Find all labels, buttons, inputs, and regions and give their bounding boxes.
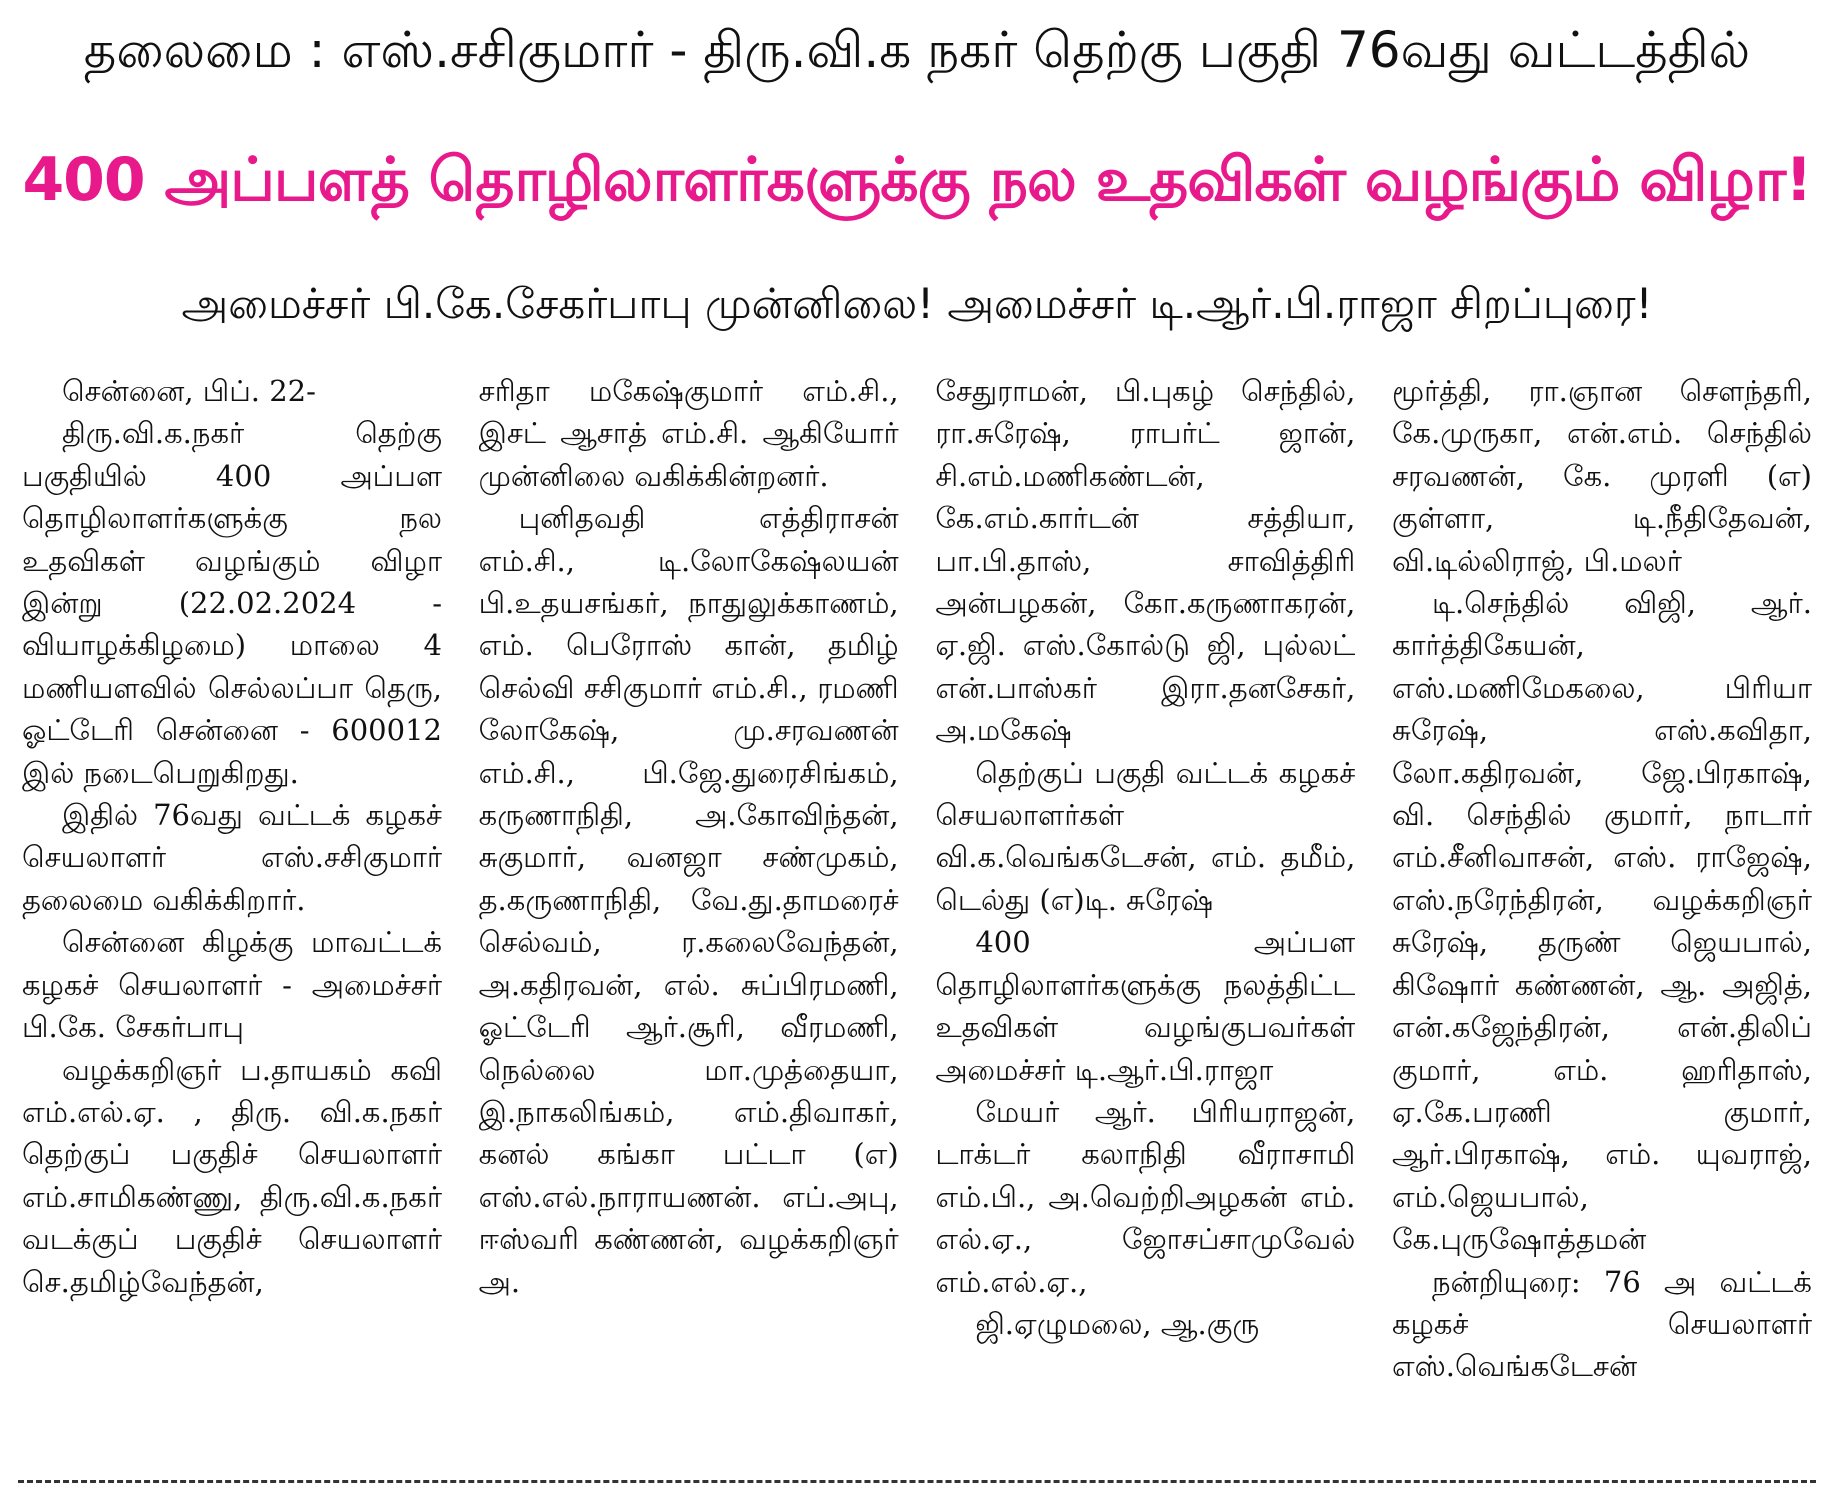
paragraph: தெற்குப் பகுதி வட்டக் கழகச் செயலாளர்கள் வி.க.வெங்கடேசன், எம். தமீம், டெல்து (எ)டி. சுரேஷ் <box>935 755 1356 917</box>
kicker-line: தலைமை : எஸ்.சசிகுமார் - திரு.வி.க நகர் தெற்கு பகுதி 76வது வட்டத்தில் <box>83 21 1751 79</box>
paragraph: சரிதா மகேஷ்குமார் எம்.சி., இசட் ஆசாத் எம்.சி. ஆகியோர் முன்னிலை வகிக்கின்றனர். <box>478 374 899 493</box>
paragraph: 400 அப்பள தொழிலாளர்களுக்கு நலத்திட்ட உதவிகள் வழங்குபவர்கள் அமைச்சர் டி.ஆர்.பி.ராஜா <box>935 925 1356 1087</box>
subheadline: அமைச்சர் பி.கே.சேகர்பாபு முன்னிலை! அமைச்சர் டி.ஆர்.பி.ராஜா சிறப்புரை! <box>181 279 1653 328</box>
bottom-dashed-rule <box>18 1480 1816 1483</box>
dateline: சென்னை, பிப். 22- <box>62 374 316 408</box>
paragraph: ஜி.ஏழுமலை, ஆ.குரு <box>975 1306 1260 1341</box>
vote-of-thanks: நன்றியுரை: 76 அ வட்டக் கழகச் செயலாளர் எஸ்.வெங்கடேசன் <box>1391 1264 1812 1384</box>
column-4 <box>1392 370 1812 1450</box>
column-2 <box>479 370 899 1450</box>
paragraph: மேயர் ஆர். பிரியராஜன், டாக்டர் கலாநிதி வீராசாமி எம்.பி., அ.வெற்றிஅழகன் எம். எல்.ஏ., ஜோசப்சாமுவேல் எம்.எல்.ஏ., <box>935 1094 1356 1299</box>
paragraph: புனிதவதி எத்திராசன் எம்.சி., டி.லோகேஷ்லயன் பி.உதயசங்கர், நாதுலுக்காணம், எம். பெரோஸ் கான், தமிழ் செல்வி சசிகுமார் எம்.சி., ரமணி லோகேஷ், மு.சரவணன் எம்.சி., பி.ஜே.துரைசிங்கம், கருணாநிதி, அ.கோவிந்தன், சுகுமார், வனஜா சண்முகம், த.கருணாநிதி, வே.து.தாமரைச் செல்வம், ர.கலைவேந்தன், அ.கதிரவன், எல். சுப்பிரமணி, ஓட்டேரி ஆர்.சூரி, வீரமணி, நெல்லை மா.முத்தையா, இ.நாகலிங்கம், எம்.திவாகர், கனல் கங்கா பட்டா (எ) எஸ்.எல்.நாராயணன். எப்.அபு, ஈஸ்வரி கண்ணன், வழக்கறிஞர் அ. <box>478 501 899 1299</box>
paragraph: இதில் 76வது வட்டக் கழகச் செயலாளர் எஸ்.சசிகுமார் தலைமை வகிக்கிறார். <box>22 798 442 917</box>
paragraph: சென்னை கிழக்கு மாவட்டக் கழகச் செயலாளர் - அமைச்சர் பி.கே. சேகர்பாபு <box>22 925 442 1045</box>
column-1 <box>22 370 442 1450</box>
article-body <box>22 370 1812 1450</box>
paragraph: மூர்த்தி, ரா.ஞான சௌந்தரி, கே.முருகா, என்.எம். செந்தில் சரவணன், கே. முரளி (எ) குள்ளா, டி.நீதிதேவன், வி.டில்லிராஜ், பி.மலர் <box>1391 374 1812 578</box>
column-3 <box>935 370 1355 1450</box>
paragraph: சேதுராமன், பி.புகழ் செந்தில், ரா.சுரேஷ், ராபர்ட் ஜான், சி.எம்.மணிகண்டன், கே.எம்.கார்டன் சத்தியா, பா.பி.தாஸ், சாவித்திரி அன்பழகன், கோ.கருணாகரன், ஏ.ஜி. எஸ்.கோல்டு ஜி, புல்லட் என்.பாஸ்கர் இரா.தனசேகர், அ.மகேஷ் <box>935 374 1356 748</box>
paragraph: டி.செந்தில் விஜி, ஆர். கார்த்திகேயன், எஸ்.மணிமேகலை, பிரியா சுரேஷ், எஸ்.கவிதா, லோ.கதிரவன், ஜே.பிரகாஷ், வி. செந்தில் குமார், நாடார் எம்.சீனிவாசன், எஸ். ராஜேஷ், எஸ்.நரேந்திரன், வழக்கறிஞர் சுரேஷ், தருண் ஜெயபால், கிஷோர் கண்ணன், ஆ. அஜித், என்.கஜேந்திரன், என்.திலிப் குமார், எம். ஹரிதாஸ், ஏ.கே.பரணி குமார், ஆர்.பிரகாஷ், எம். யுவராஜ், எம்.ஜெயபால், கே.புருஷோத்தமன் <box>1391 586 1812 1257</box>
headline: 400 அப்பளத் தொழிலாளர்களுக்கு நல உதவிகள் வழங்கும் விழா! <box>22 145 1812 215</box>
paragraph: திரு.வி.க.நகர் தெற்கு பகுதியில் 400 அப்பள தொழிலாளர்களுக்கு நல உதவிகள் வழங்கும் விழா இன்று (22.02.2024 - வியாழக்கிழமை) மாலை 4 மணியளவில் செல்லப்பா தெரு, ஓட்டேரி சென்னை - 600012 இல் நடைபெறுகிறது. <box>22 416 442 790</box>
paragraph: வழக்கறிஞர் ப.தாயகம் கவி எம்.எல்.ஏ. , திரு. வி.க.நகர் தெற்குப் பகுதிச் செயலாளர் எம்.சாமிகண்ணு, திரு.வி.க.நகர் வடக்குப் பகுதிச் செயலாளர் செ.தமிழ்வேந்தன், <box>22 1052 442 1299</box>
